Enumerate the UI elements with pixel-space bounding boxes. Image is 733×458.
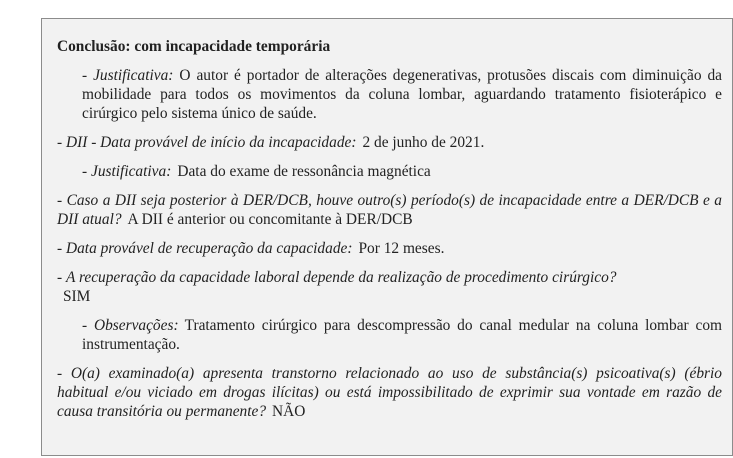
item-prefix: - [57, 192, 67, 209]
item-prefix: - [57, 365, 71, 382]
conclusion-title: Conclusão: com incapacidade temporária [57, 38, 331, 55]
item-label: O(a) examinado(a) apresenta transtorno relacionado ao uso de substância(s) psicoativa(s) (ébrio habitual e/ou viciado em drogas ilícitas) ou está impossibilitado de exprimir sua vontade em razão de causa transitória ou permanente? [57, 365, 722, 420]
item-answer: 2 de junho de 2021. [362, 134, 485, 151]
item-prefix: - [82, 317, 94, 334]
item-label: A recuperação da capacidade laboral depende da realização de procedimento cirúrgico? [65, 269, 617, 286]
item-answer: SIM [63, 288, 91, 305]
substance-use-item [57, 364, 722, 421]
item-answer: O autor é portador de alterações degenerativas, protusões discais com diminuição da mobilidade para todos os movimentos da coluna lombar, aguardando tratamento fisioterápico e cirúrgico pelo sistema único de saúde. [82, 67, 722, 122]
item-prefix: - [57, 240, 66, 257]
item-label: Justificativa: [93, 67, 174, 84]
recovery-date-item [57, 239, 722, 258]
item-prefix: - [82, 163, 91, 180]
item-prefix: - [57, 134, 66, 151]
observations-item [82, 316, 722, 354]
item-answer: NÃO [272, 403, 306, 420]
item-label: DII - Data provável de início da incapacidade: [65, 134, 357, 151]
item-label: Justificativa: [90, 163, 172, 180]
item-answer: Tratamento cirúrgico para descompressão do canal medular na coluna lombar com instrumentação. [82, 317, 722, 353]
dii-date-item [57, 133, 722, 152]
item-answer: Data do exame de ressonância magnética [177, 163, 431, 180]
justification-item [82, 66, 722, 123]
item-answer: A DII é anterior ou concomitante à DER/DCB [127, 211, 413, 228]
item-answer: Por 12 meses. [358, 240, 445, 257]
item-prefix: - [82, 67, 94, 84]
conclusion-panel [41, 18, 733, 456]
dii-justification-item [82, 162, 722, 181]
item-label: Data provável de recuperação da capacidade: [65, 240, 353, 257]
item-prefix: - [57, 269, 66, 286]
item-label: Caso a DII seja posterior à DER/DCB, houve outro(s) período(s) de incapacidade entre a DER/DCB e a DII atual? [57, 192, 722, 228]
der-dcb-item [57, 191, 722, 229]
surgery-dependency-item [57, 268, 722, 306]
item-label: Observações: [93, 317, 179, 334]
